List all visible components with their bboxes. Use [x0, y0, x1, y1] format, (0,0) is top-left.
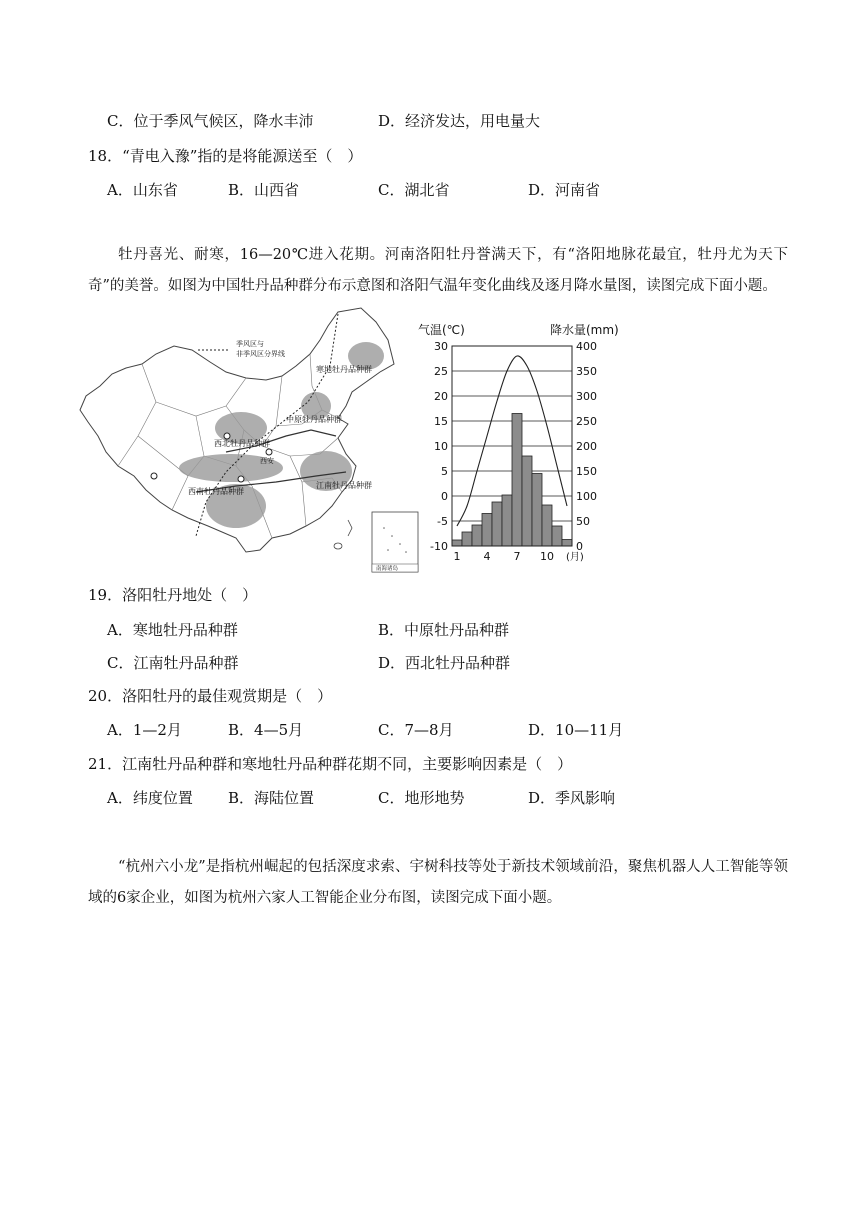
inset-label: 南海诸岛 — [376, 566, 399, 572]
q19-option-b: B．中原牡丹品种群 — [378, 621, 510, 639]
left-tick-label: 30 — [434, 340, 448, 353]
right-tick-label: 150 — [576, 465, 597, 478]
map-legend-line1: 季风区与 — [236, 340, 264, 348]
label-handi-peony: 寒地牡丹品种群 — [316, 365, 372, 374]
right-tick-label: 250 — [576, 415, 597, 428]
luoyang-climate-chart — [418, 322, 619, 568]
q18-option-a: A．山东省 — [107, 181, 178, 199]
q20-option-b: B．4—5月 — [228, 721, 304, 739]
label-xinan-peony: 西南牡丹品种群 — [188, 487, 244, 496]
x-tick-label: 1 — [453, 550, 461, 563]
precip-bar-month-2 — [462, 532, 472, 546]
q18-stem: 18．“青电入豫”指的是将能源送至（ ） — [88, 147, 363, 165]
left-tick-label: -10 — [430, 540, 448, 553]
peony-distribution-map — [76, 306, 426, 576]
left-tick-label: 10 — [434, 440, 448, 453]
precip-bar-month-9 — [532, 474, 542, 547]
right-tick-label: 0 — [576, 540, 583, 553]
q18-option-c: C．湖北省 — [378, 181, 450, 199]
left-tick-label: 15 — [434, 415, 448, 428]
right-tick-label: 350 — [576, 365, 597, 378]
precip-bar-month-6 — [502, 495, 512, 546]
q17-option-d: D．经济发达，用电量大 — [378, 112, 541, 130]
south-china-sea-inset — [372, 512, 418, 572]
left-tick-label: 20 — [434, 390, 448, 403]
label-xian: 西安 — [260, 457, 274, 465]
label-xibei-peony: 西北牡丹品种群 — [214, 439, 270, 448]
q21-option-c: C．地形地势 — [378, 789, 465, 807]
q20-option-d: D．10—11月 — [528, 721, 624, 739]
q21-option-a: A．纬度位置 — [107, 789, 193, 807]
precip-bar-month-8 — [522, 456, 532, 546]
right-tick-label: 400 — [576, 340, 597, 353]
q18-option-d: D．河南省 — [528, 181, 601, 199]
x-tick-label: 10 — [540, 550, 554, 563]
q21-stem: 21．江南牡丹品种群和寒地牡丹品种群花期不同，主要影响因素是（ ） — [88, 755, 573, 773]
q20-option-a: A．1—2月 — [107, 721, 182, 739]
q19-option-a: A．寒地牡丹品种群 — [107, 621, 238, 639]
label-jiangnan-peony: 江南牡丹品种群 — [316, 481, 372, 490]
q19-stem: 19．洛阳牡丹地处（ ） — [88, 586, 258, 604]
left-tick-label: -5 — [437, 515, 448, 528]
label-zhongyuan-peony: 中原牡丹品种群 — [286, 415, 342, 424]
q17-option-c: C．位于季风气候区，降水丰沛 — [107, 112, 314, 130]
x-axis-unit: (月) — [566, 552, 584, 563]
passage-hangzhou: “杭州六小龙”是指杭州崛起的包括深度求索、宇树科技等处于新技术领域前沿，聚焦机器人人工智能等领域的6家企业，如图为杭州六家人工智能企业分布图，读图完成下面小题。 — [88, 859, 788, 906]
left-tick-label: 5 — [441, 465, 448, 478]
precip-bar-month-7 — [512, 414, 522, 547]
left-tick-label: 25 — [434, 365, 448, 378]
q21-option-d: D．季风影响 — [528, 789, 616, 807]
precip-bar-month-12 — [562, 540, 572, 547]
q20-stem: 20．洛阳牡丹的最佳观赏期是（ ） — [88, 687, 333, 705]
precip-bar-month-5 — [492, 502, 502, 546]
precip-bar-month-11 — [552, 526, 562, 546]
x-tick-label: 4 — [483, 550, 491, 563]
x-tick-label: 7 — [513, 550, 521, 563]
q20-option-c: C．7—8月 — [378, 721, 454, 739]
left-axis-title: 气温(℃) — [418, 323, 465, 337]
precip-bar-month-3 — [472, 525, 482, 546]
right-tick-label: 100 — [576, 490, 597, 503]
right-axis-title: 降水量(mm) — [550, 323, 619, 337]
right-tick-label: 200 — [576, 440, 597, 453]
map-legend-line2: 非季风区分界线 — [236, 350, 285, 358]
right-tick-label: 50 — [576, 515, 590, 528]
q19-option-c: C．江南牡丹品种群 — [107, 654, 239, 672]
precip-bar-month-10 — [542, 505, 552, 546]
right-tick-label: 300 — [576, 390, 597, 403]
q19-option-d: D．西北牡丹品种群 — [378, 654, 511, 672]
left-tick-label: 0 — [441, 490, 448, 503]
q21-option-b: B．海陆位置 — [228, 789, 315, 807]
q18-option-b: B．山西省 — [228, 181, 300, 199]
precip-bar-month-1 — [452, 540, 462, 546]
precip-bar-month-4 — [482, 514, 492, 547]
passage-peony: 牡丹喜光、耐寒，16—20℃进入花期。河南洛阳牡丹誉满天下，有“洛阳地脉花最宜，牡丹尤为天下奇”的美誉。如图为中国牡丹品种群分布示意图和洛阳气温年变化曲线及逐月降水量图，读图完成下面小题。 — [88, 247, 788, 294]
